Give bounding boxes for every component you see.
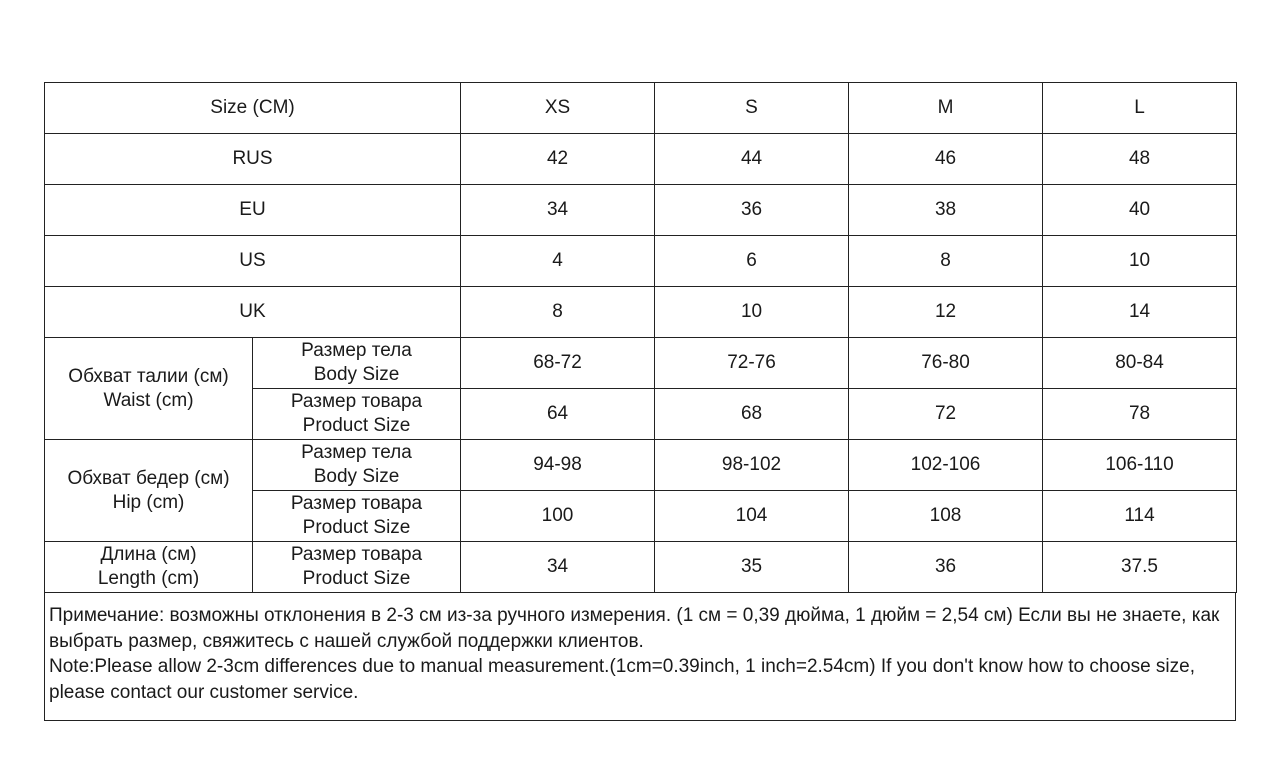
table-cell: 48 (1043, 134, 1237, 185)
product-size-label-en: Product Size (302, 415, 411, 436)
waist-label-en: Waist (cm) (103, 389, 194, 411)
table-cell: 36 (849, 542, 1043, 593)
size-header-m: M (849, 83, 1043, 134)
table-cell: 72 (849, 389, 1043, 440)
body-size-label-ru: Размер тела (301, 442, 412, 463)
product-size-label-ru: Размер товара (290, 544, 423, 565)
length-product-size-label (253, 542, 461, 593)
body-size-label-ru: Размер тела (301, 340, 412, 361)
product-size-label-en: Product Size (302, 517, 411, 538)
size-header-xs: XS (461, 83, 655, 134)
table-cell: 72-76 (655, 338, 849, 389)
table-cell: 100 (461, 491, 655, 542)
size-table (44, 82, 1237, 593)
hip-label-en: Hip (cm) (112, 491, 185, 513)
hip-label-ru: Обхват бедер (см) (67, 467, 230, 489)
table-cell: 42 (461, 134, 655, 185)
table-row (45, 287, 1237, 338)
table-cell: 68-72 (461, 338, 655, 389)
table-row (45, 542, 1237, 593)
table-cell: 104 (655, 491, 849, 542)
table-cell: 102-106 (849, 440, 1043, 491)
hip-label (45, 440, 253, 542)
table-cell: 108 (849, 491, 1043, 542)
table-cell: 35 (655, 542, 849, 593)
size-header-label: Size (CM) (45, 83, 461, 134)
table-cell: 40 (1043, 185, 1237, 236)
table-cell: 78 (1043, 389, 1237, 440)
product-size-label-ru: Размер товара (290, 493, 423, 514)
product-size-label-en: Product Size (302, 568, 411, 589)
length-label-ru: Длина (см) (100, 544, 197, 565)
hip-product-size-label (253, 491, 461, 542)
size-chart (44, 82, 1236, 721)
table-cell: 8 (461, 287, 655, 338)
table-row (45, 134, 1237, 185)
table-cell: 8 (849, 236, 1043, 287)
table-row (45, 440, 1237, 491)
waist-product-size-label (253, 389, 461, 440)
table-row (45, 185, 1237, 236)
table-cell: 46 (849, 134, 1043, 185)
table-cell: 76-80 (849, 338, 1043, 389)
table-cell: 10 (1043, 236, 1237, 287)
table-cell: 12 (849, 287, 1043, 338)
note-en: Note:Please allow 2-3cm differences due to manual measurement.(1cm=0.39inch, 1 inch=2.54cm) If you don't know how to choose size, please contact our customer service. (49, 656, 1196, 703)
table-cell: 34 (461, 185, 655, 236)
waist-body-size-label (253, 338, 461, 389)
table-cell: 38 (849, 185, 1043, 236)
size-header-s: S (655, 83, 849, 134)
header-row (45, 83, 1237, 134)
region-label-us: US (45, 236, 461, 287)
table-cell: 10 (655, 287, 849, 338)
table-row (45, 236, 1237, 287)
table-cell: 64 (461, 389, 655, 440)
table-cell: 68 (655, 389, 849, 440)
table-cell: 4 (461, 236, 655, 287)
table-cell: 36 (655, 185, 849, 236)
region-label-uk: UK (45, 287, 461, 338)
waist-label-ru: Обхват талии (см) (68, 365, 229, 387)
region-label-eu: EU (45, 185, 461, 236)
body-size-label-en: Body Size (313, 466, 400, 487)
waist-label (45, 338, 253, 440)
table-cell: 106-110 (1043, 440, 1237, 491)
product-size-label-ru: Размер товара (290, 391, 423, 412)
table-cell: 80-84 (1043, 338, 1237, 389)
table-cell: 37.5 (1043, 542, 1237, 593)
measurement-note (44, 593, 1236, 721)
table-cell: 114 (1043, 491, 1237, 542)
body-size-label-en: Body Size (313, 364, 400, 385)
length-label-en: Length (cm) (97, 568, 200, 589)
table-cell: 6 (655, 236, 849, 287)
size-header-l: L (1043, 83, 1237, 134)
table-cell: 98-102 (655, 440, 849, 491)
hip-body-size-label (253, 440, 461, 491)
length-label (45, 542, 253, 593)
table-row (45, 338, 1237, 389)
table-cell: 34 (461, 542, 655, 593)
table-cell: 14 (1043, 287, 1237, 338)
note-ru: Примечание: возможны отклонения в 2-3 см из-за ручного измерения. (1 см = 0,39 дюйма, 1 дюйм = 2,54 см) Если вы не знаете, как выбрать размер, свяжитесь с нашей службой поддержки клиентов. (49, 605, 1220, 652)
table-cell: 44 (655, 134, 849, 185)
table-cell: 94-98 (461, 440, 655, 491)
region-label-rus: RUS (45, 134, 461, 185)
